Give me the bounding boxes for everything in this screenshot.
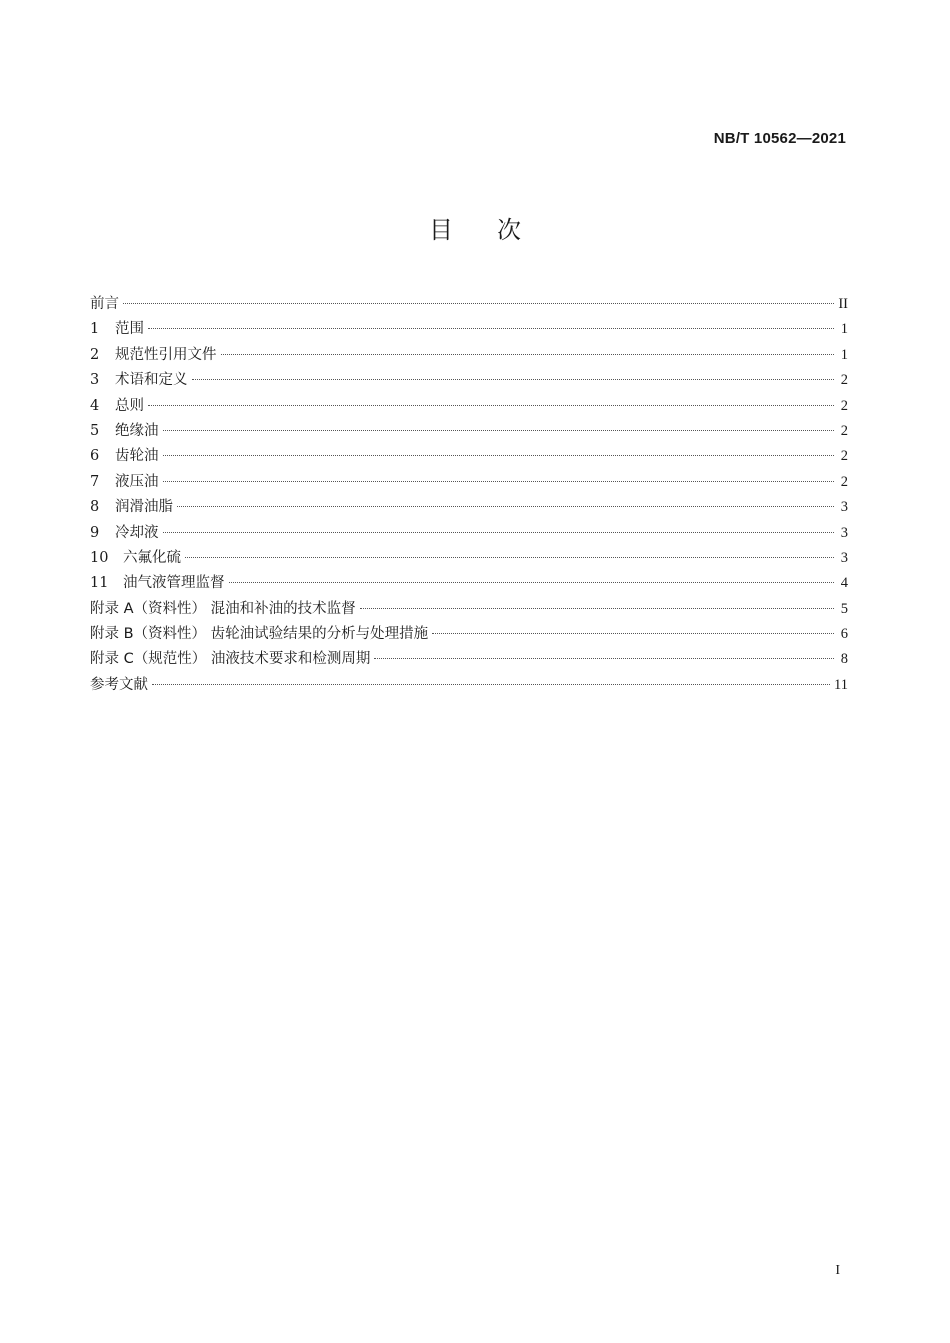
toc-entry[interactable] — [90, 419, 848, 444]
toc-entry-page: 2 — [840, 422, 848, 439]
toc-entry-page: 2 — [840, 473, 848, 490]
toc-entry-label: 附录 A（资料性） 混油和补油的技术监督 — [90, 600, 356, 617]
toc-entry-label: 绝缘油 — [115, 422, 159, 439]
toc-dot-leader — [163, 455, 835, 456]
toc-entry-page: 1 — [840, 321, 848, 338]
toc-entry-page: 3 — [840, 524, 848, 541]
toc-dot-leader — [229, 582, 835, 583]
page-title: 目次 — [429, 216, 565, 244]
toc-entry[interactable] — [90, 521, 848, 546]
toc-dot-leader — [148, 405, 834, 406]
toc-dot-leader — [148, 328, 834, 329]
toc-dot-leader — [163, 430, 835, 431]
toc-entry[interactable] — [90, 317, 848, 342]
toc-entry-label: 附录 C（规范性） 油液技术要求和检测周期 — [90, 651, 371, 668]
toc-entry-label: 齿轮油 — [115, 448, 159, 465]
toc-entry-number: 1 — [90, 321, 100, 338]
toc-entry-number: 8 — [90, 499, 100, 516]
toc-entry[interactable] — [90, 647, 848, 672]
toc-dot-leader — [360, 608, 834, 609]
toc-entry-number: 2 — [90, 346, 100, 363]
toc-dot-leader — [221, 354, 835, 355]
toc-entry-page: II — [838, 296, 848, 312]
toc-entry-page: 6 — [840, 626, 848, 643]
toc-entry-number: 6 — [90, 448, 100, 465]
toc-entry[interactable] — [90, 546, 848, 571]
toc-entry[interactable] — [90, 470, 848, 495]
toc-dot-leader — [432, 633, 834, 634]
toc-dot-leader — [152, 684, 830, 685]
toc-entry-label: 规范性引用文件 — [115, 346, 217, 363]
toc-entry-page: 11 — [834, 676, 848, 693]
toc-entry-label: 润滑油脂 — [115, 499, 173, 516]
toc-entry[interactable] — [90, 292, 848, 317]
toc-entry[interactable] — [90, 571, 848, 596]
toc-entry-page: 3 — [840, 499, 848, 516]
toc-entry-label: 参考文献 — [90, 676, 148, 693]
toc-entry-label: 液压油 — [115, 473, 159, 490]
toc-dot-leader — [374, 658, 834, 659]
toc-entry[interactable] — [90, 673, 848, 698]
toc-entry[interactable] — [90, 444, 848, 469]
toc-dot-leader — [177, 506, 834, 507]
toc-entry-page: 8 — [840, 651, 848, 668]
toc-entry-page: 1 — [840, 346, 848, 363]
toc-entry-label: 总则 — [115, 397, 144, 414]
toc-entry-page: 4 — [840, 575, 848, 592]
toc-entry-label: 范围 — [115, 321, 144, 338]
table-of-contents — [90, 292, 848, 698]
toc-entry-page: 2 — [840, 372, 848, 389]
toc-entry-label: 附录 B（资料性） 齿轮油试验结果的分析与处理措施 — [90, 626, 429, 643]
toc-entry[interactable] — [90, 622, 848, 647]
toc-dot-leader — [163, 532, 835, 533]
toc-entry[interactable] — [90, 495, 848, 520]
toc-entry[interactable] — [90, 597, 848, 622]
toc-entry-label: 六氟化硫 — [123, 549, 181, 566]
toc-entry-number: 10 — [90, 549, 109, 566]
toc-dot-leader — [192, 379, 835, 380]
toc-entry-page: 3 — [840, 549, 848, 566]
toc-entry-label: 油气液管理监督 — [123, 575, 225, 592]
toc-entry-number: 3 — [90, 372, 100, 389]
toc-entry-label: 术语和定义 — [115, 372, 188, 389]
toc-dot-leader — [163, 481, 835, 482]
toc-entry-page: 2 — [840, 448, 848, 465]
standard-code: NB/T 10562—2021 — [713, 130, 846, 147]
toc-entry[interactable] — [90, 394, 848, 419]
toc-entry-number: 5 — [90, 422, 100, 439]
toc-entry-number: 7 — [90, 473, 100, 490]
toc-entry-label: 前言 — [90, 296, 119, 312]
toc-entry-label: 冷却液 — [115, 524, 159, 541]
toc-entry-number: 11 — [90, 575, 109, 592]
toc-entry[interactable] — [90, 368, 848, 393]
toc-entry[interactable] — [90, 343, 848, 368]
toc-entry-number: 9 — [90, 524, 100, 541]
toc-entry-page: 5 — [840, 600, 848, 617]
toc-dot-leader — [123, 303, 834, 304]
toc-entry-number: 4 — [90, 397, 100, 414]
page-number: I — [835, 1263, 840, 1278]
toc-dot-leader — [185, 557, 834, 558]
toc-entry-page: 2 — [840, 397, 848, 414]
